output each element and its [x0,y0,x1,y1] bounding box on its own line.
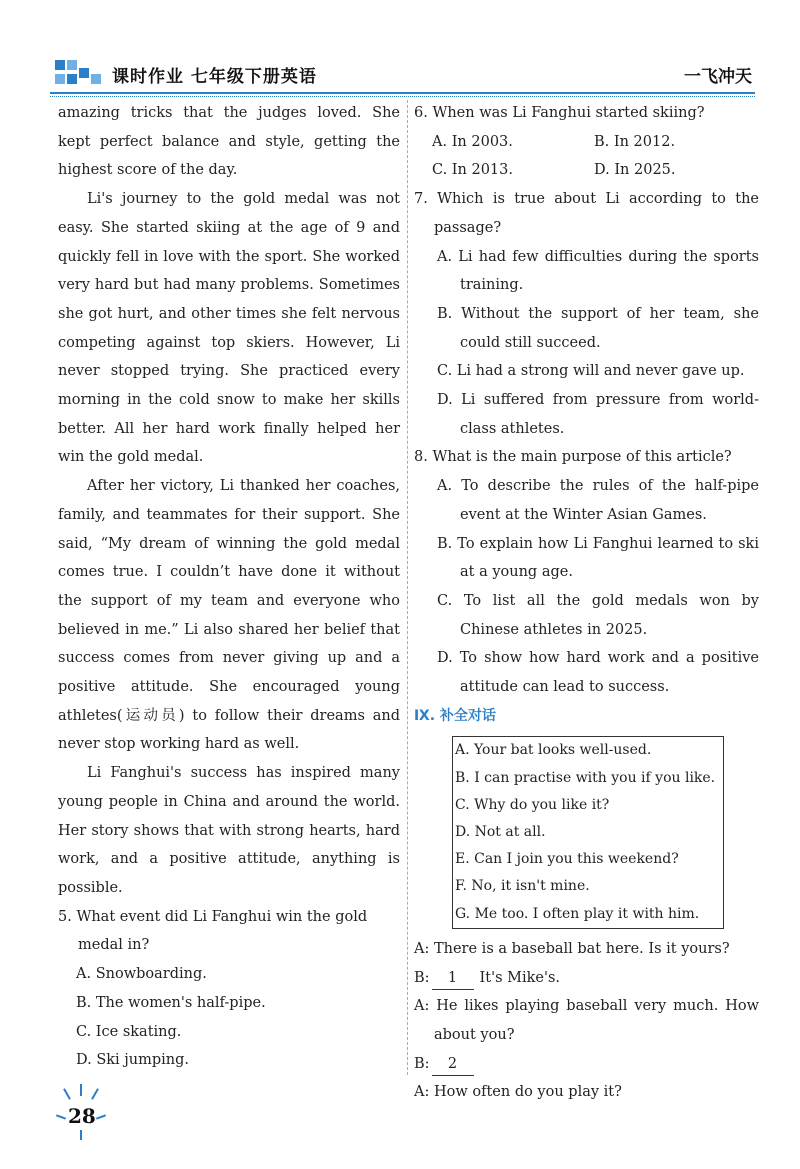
choice-item: A. Your bat looks well-used. [455,742,652,759]
dialogue-line [414,1050,759,1079]
dialogue-line [414,964,759,993]
option-b[interactable]: B. The women's half-pipe. [76,994,266,1011]
question-6 [414,99,759,185]
option-a[interactable]: A. In 2003. [432,133,513,150]
right-column [414,99,759,1107]
option-b[interactable]: B. In 2012. [594,133,676,150]
option-b[interactable]: B. To explain how Li Fanghui learned to ski at a young age. [437,535,759,581]
spark-icon [80,1130,82,1140]
question-stem: 5. What event did Li Fanghui win the gold medal in? [58,908,368,954]
question-5 [58,903,400,1075]
choice-item: D. Not at all. [455,824,546,841]
header-rule [50,92,755,94]
option-a[interactable]: A. To describe the rules of the half-pipe event at the Winter Asian Games. [437,478,759,523]
option-c[interactable]: C. Ice skating. [76,1023,182,1040]
page-number: 28 [68,1104,96,1128]
dialogue [414,935,759,1107]
header-title: 课时作业 七年级下册英语 [112,67,317,87]
choice-item: F. No, it isn't mine. [455,878,590,895]
section-title: Ⅸ. 补全对话 [414,707,496,724]
dialogue-text: It's Mike's. [479,969,561,986]
option-d[interactable]: D. Ski jumping. [76,1052,190,1069]
choice-item: G. Me too. I often play it with him. [455,905,700,922]
option-d[interactable]: D. To show how hard work and a positive attitude can lead to success. [437,650,759,696]
option-c[interactable]: C. To list all the gold medals won by Chinese athletes in 2025. [437,592,759,638]
question-8 [414,443,759,701]
page-header [0,0,800,100]
choice-item: B. I can practise with you if you like. [455,769,716,786]
option-b[interactable]: B. Without the support of her team, she could still succeed. [437,305,759,351]
passage-paragraph: amazing tricks that the judges loved. She kept perfect balance and style, getting the highest score of the day. [58,105,400,179]
option-d[interactable]: D. Li suffered from pressure from world-class athletes. [437,392,759,437]
dialogue-line: A: There is a baseball bat here. Is it yours? [414,940,730,957]
passage-paragraph: After her victory, Li thanked her coaches, family, and teammates for their support. She said, “My dream of winning the gold medal comes true. I couldn’t have done it without the support of my team and everyone who believed in me.” Li also shared her belief that success comes from never giving up and a positive attitude. She encouraged young athletes(运动员) to follow their dreams and never stop working hard as well. [58,478,400,753]
question-7 [414,185,759,443]
speaker: B: [414,1055,430,1072]
spark-icon [91,1088,99,1099]
choice-item: E. Can I join you this weekend? [455,851,679,868]
question-stem: 8. What is the main purpose of this article? [414,449,732,466]
question-stem: 6. When was Li Fanghui started skiing? [414,105,705,121]
answer-blank-2[interactable]: 2 [432,1053,474,1076]
question-stem: 7. Which is true about Li according to the passage? [414,191,759,236]
header-brand: 一飞冲天 [684,67,752,87]
choices-box [452,736,724,928]
passage-paragraph: Li Fanghui's success has inspired many young people in China and around the world. Her story shows that with strong hearts, hard work, and a positive attitude, anything is possible. [58,765,400,896]
spark-icon [96,1114,106,1119]
option-c[interactable]: C. Li had a strong will and never gave up. [437,363,745,380]
option-c[interactable]: C. In 2013. [432,162,513,179]
left-column [58,99,400,1075]
option-a[interactable]: A. Li had few difficulties during the sports training. [437,248,759,294]
choice-item: C. Why do you like it? [455,796,610,813]
column-divider [407,100,408,1075]
passage-paragraph: Li's journey to the gold medal was not easy. She started skiing at the age of 9 and quickly fell in love with the sport. She worked very hard but had many problems. Sometimes she got hurt, and other times she felt nervous competing against top skiers. However, Li never stopped trying. She practiced every morning in the cold snow to make her skills better. All her hard work finally helped her win the gold medal. [58,191,400,466]
option-d[interactable]: D. In 2025. [594,162,676,179]
spark-icon [56,1114,66,1119]
answer-blank-1[interactable]: 1 [432,967,474,990]
dialogue-line: A: How often do you play it? [414,1084,622,1101]
dialogue-line: A: He likes playing baseball very much. How about you? [414,998,759,1043]
header-rule-dotted [50,96,755,97]
option-a[interactable]: A. Snowboarding. [76,966,207,983]
spark-icon [63,1088,71,1099]
speaker: B: [414,969,430,986]
spark-icon [80,1084,82,1096]
